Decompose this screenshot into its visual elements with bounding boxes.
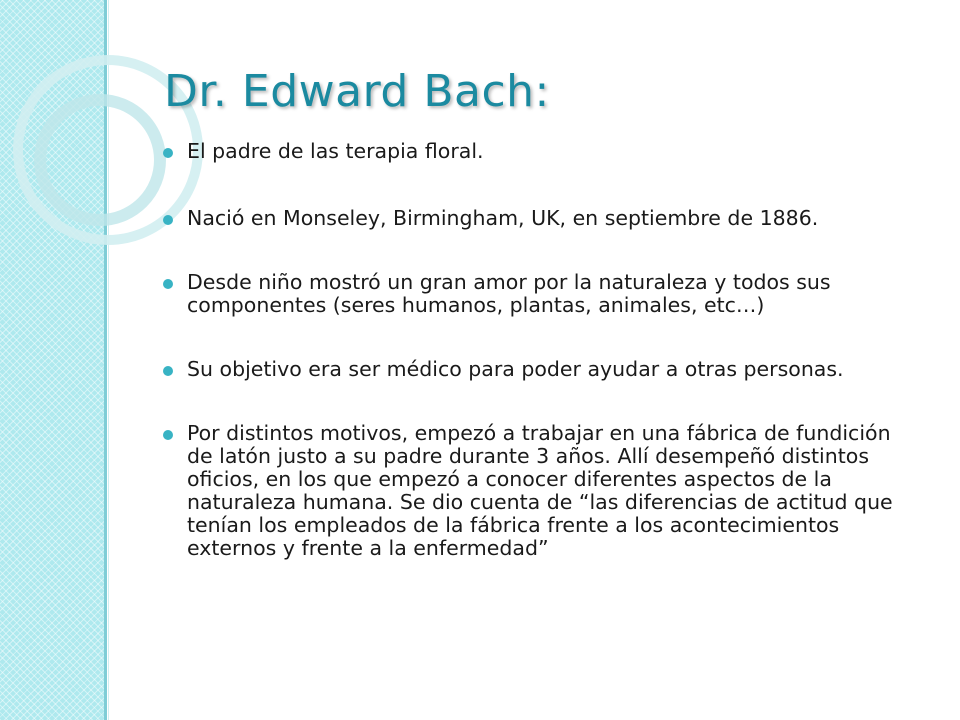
bullet-item: Nació en Monseley, Birmingham, UK, en septiembre de 1886. (162, 207, 922, 230)
bullet-item: Por distintos motivos, empezó a trabajar en una fábrica de fundición de latón justo a su padre durante 3 años. Allí desempeñó distintos oficios, en los que empezó a conocer diferentes aspectos de la naturaleza humana. Se dio cuenta de “las diferencias de actitud que tenían los empleados de la fábrica frente a los acontecimientos externos y frente a la enfermedad” (162, 422, 922, 560)
bullet-item: Desde niño mostró un gran amor por la naturaleza y todos sus componentes (seres humanos, plantas, animales, etc…) (162, 271, 922, 317)
slide-title: Dr. Edward Bach: (164, 66, 550, 117)
bullet-item: Su objetivo era ser médico para poder ayudar a otras personas. (162, 358, 922, 381)
ring-inner (40, 100, 160, 220)
bullet-item: El padre de las terapia floral. (162, 140, 922, 163)
bullet-list (162, 140, 922, 560)
